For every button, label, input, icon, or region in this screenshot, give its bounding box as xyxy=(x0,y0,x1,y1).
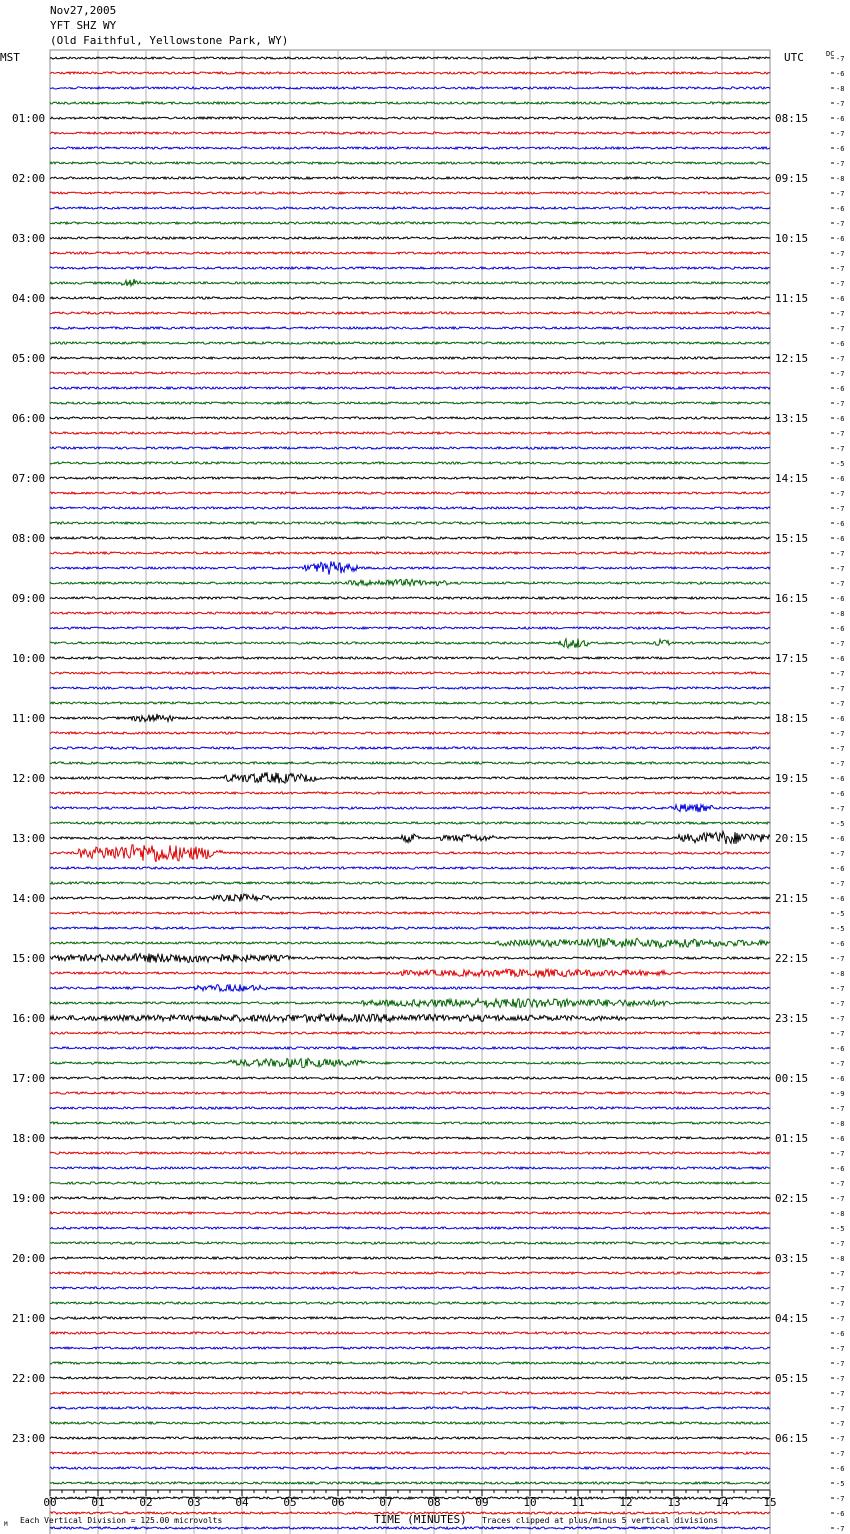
trace-row-84 xyxy=(50,1317,770,1319)
dc-offset-label: -7 xyxy=(836,730,845,738)
trace-row-51 xyxy=(50,822,770,824)
utc-hour-label: 16:15 xyxy=(775,592,809,605)
x-tick-label: 04 xyxy=(235,1496,249,1509)
dc-offset-label: -6 xyxy=(836,520,845,528)
dc-offset-label: -6 xyxy=(836,115,845,123)
trace-row-85 xyxy=(50,1332,770,1334)
mst-hour-label: 05:00 xyxy=(12,352,46,365)
trace-row-38 xyxy=(50,627,770,629)
dc-offset-label: -6 xyxy=(836,1045,845,1053)
trace-row-43 xyxy=(50,702,770,704)
x-tick-label: 11 xyxy=(571,1496,585,1509)
trace-row-26 xyxy=(50,447,770,449)
plot-frame xyxy=(50,50,770,1534)
mst-hour-label: 10:00 xyxy=(12,652,46,665)
dc-offset-label: -6 xyxy=(836,70,845,78)
dc-offset-label: -7 xyxy=(836,400,845,408)
trace-row-24 xyxy=(50,417,770,419)
mst-hour-label: 21:00 xyxy=(12,1312,46,1325)
trace-row-88 xyxy=(50,1377,770,1379)
trace-row-89 xyxy=(50,1392,770,1394)
trace-row-76 xyxy=(50,1197,770,1199)
dc-offset-label: -6 xyxy=(836,235,845,243)
trace-row-23 xyxy=(50,402,770,404)
scale-note: Each Vertical Division = 125.00 microvolts xyxy=(20,1516,223,1525)
trace-row-29 xyxy=(50,492,770,494)
dc-offset-label: -7 xyxy=(836,445,845,453)
utc-hour-label: 09:15 xyxy=(775,172,809,185)
dc-offset-label: -7 xyxy=(836,1000,845,1008)
mst-hour-label: 03:00 xyxy=(12,232,46,245)
dc-offset-label: -7 xyxy=(836,310,845,318)
dc-offset-label: -7 xyxy=(836,250,845,258)
mst-hour-label: 06:00 xyxy=(12,412,46,425)
trace-row-42 xyxy=(50,687,770,689)
mst-hour-label: 02:00 xyxy=(12,172,46,185)
x-tick-label: 02 xyxy=(139,1496,153,1509)
trace-row-37 xyxy=(50,612,770,614)
mst-hour-label: 13:00 xyxy=(12,832,46,845)
utc-hour-label: 13:15 xyxy=(775,412,809,425)
trace-row-64 xyxy=(50,1014,770,1022)
dc-offset-label: -7 xyxy=(836,760,845,768)
mst-hour-label: 19:00 xyxy=(12,1192,46,1205)
trace-row-31 xyxy=(50,522,770,524)
dc-offset-label: -7 xyxy=(836,1285,845,1293)
dc-offset-label: -8 xyxy=(836,1120,845,1128)
utc-hour-label: 11:15 xyxy=(775,292,809,305)
mst-hour-label: 04:00 xyxy=(12,292,46,305)
mst-hour-label: 15:00 xyxy=(12,952,46,965)
trace-row-13 xyxy=(50,252,770,254)
trace-row-8 xyxy=(50,177,770,179)
dc-offset-label: -6 xyxy=(836,415,845,423)
utc-hour-label: 03:15 xyxy=(775,1252,809,1265)
trace-row-83 xyxy=(50,1302,770,1304)
row-labels xyxy=(12,55,844,1534)
dc-offset-label: -6 xyxy=(836,295,845,303)
trace-row-4 xyxy=(50,117,770,119)
trace-row-20 xyxy=(50,357,770,359)
trace-row-78 xyxy=(50,1227,770,1229)
trace-row-19 xyxy=(50,342,770,344)
dc-offset-label: -7 xyxy=(836,100,845,108)
trace-row-65 xyxy=(50,1032,770,1034)
trace-row-27 xyxy=(50,462,770,464)
seismic-traces xyxy=(50,57,770,1534)
mst-hour-label: 23:00 xyxy=(12,1432,46,1445)
trace-row-79 xyxy=(50,1242,770,1244)
dc-offset-label: -6 xyxy=(836,940,845,948)
trace-row-98 xyxy=(50,1527,770,1529)
dc-offset-label: -7 xyxy=(836,685,845,693)
dc-offset-label: -6 xyxy=(836,1465,845,1473)
utc-axis-label: UTC xyxy=(784,51,804,64)
dc-offset-label: -6 xyxy=(836,595,845,603)
header-station: YFT SHZ WY xyxy=(50,19,117,32)
dc-offset-label: -6 xyxy=(836,895,845,903)
dc-offset-label: -6 xyxy=(836,145,845,153)
dc-offset-label: -7 xyxy=(836,280,845,288)
dc-offset-label: -5 xyxy=(836,820,845,828)
dc-offset-label: -7 xyxy=(836,130,845,138)
dc-offset-label: -7 xyxy=(836,220,845,228)
mst-hour-label: 22:00 xyxy=(12,1372,46,1385)
x-tick-label: 01 xyxy=(91,1496,105,1509)
trace-row-45 xyxy=(50,732,770,734)
trace-row-57 xyxy=(50,912,770,914)
dc-offset-label: -7 xyxy=(836,1300,845,1308)
dc-offset-label: -7 xyxy=(836,1405,845,1413)
trace-row-59 xyxy=(50,938,770,947)
trace-row-68 xyxy=(50,1077,770,1079)
trace-row-56 xyxy=(50,894,770,902)
dc-offset-label: -7 xyxy=(836,1270,845,1278)
dc-offset-label: -5 xyxy=(836,925,845,933)
trace-row-3 xyxy=(50,102,770,104)
dc-offset-label: -8 xyxy=(836,1255,845,1263)
dc-offset-label: -7 xyxy=(836,580,845,588)
header-location: (Old Faithful, Yellowstone Park, WY) xyxy=(50,34,289,47)
utc-hour-label: 06:15 xyxy=(775,1432,809,1445)
dc-offset-label: -7 xyxy=(836,1450,845,1458)
x-tick-label: 00 xyxy=(43,1496,57,1509)
dc-offset-label: -6 xyxy=(836,835,845,843)
trace-row-63 xyxy=(50,999,770,1008)
dc-offset-label: -7 xyxy=(836,955,845,963)
trace-row-18 xyxy=(50,327,770,329)
trace-row-87 xyxy=(50,1362,770,1364)
dc-offset-label: -6 xyxy=(836,775,845,783)
dc-offset-label: -7 xyxy=(836,1360,845,1368)
dc-offset-label: -5 xyxy=(836,1225,845,1233)
utc-hour-label: 22:15 xyxy=(775,952,809,965)
dc-offset-label: -7 xyxy=(836,1030,845,1038)
dc-offset-label: -7 xyxy=(836,745,845,753)
mst-hour-label: 09:00 xyxy=(12,592,46,605)
corner-mark: M xyxy=(4,1521,8,1528)
dc-offset-label: -7 xyxy=(836,355,845,363)
trace-row-58 xyxy=(50,927,770,929)
trace-row-35 xyxy=(50,579,770,586)
x-tick-label: 14 xyxy=(715,1496,729,1509)
trace-row-25 xyxy=(50,432,770,434)
dc-offset-label: -6 xyxy=(836,1075,845,1083)
dc-offset-label: -7 xyxy=(836,1315,845,1323)
trace-row-21 xyxy=(50,372,770,374)
trace-row-69 xyxy=(50,1092,770,1094)
trace-row-11 xyxy=(50,222,770,224)
dc-offset-label: -6 xyxy=(836,1510,845,1518)
trace-row-62 xyxy=(50,984,770,991)
x-tick-label: 06 xyxy=(331,1496,345,1509)
dc-offset-label: -7 xyxy=(836,1420,845,1428)
dc-offset-label: -7 xyxy=(836,505,845,513)
trace-row-91 xyxy=(50,1422,770,1424)
utc-hour-label: 01:15 xyxy=(775,1132,809,1145)
dc-offset-label: -7 xyxy=(836,490,845,498)
dc-offset-label: -7 xyxy=(836,1180,845,1188)
dc-offset-label: -6 xyxy=(836,385,845,393)
dc-offset-label: -5 xyxy=(836,1480,845,1488)
mst-hour-label: 16:00 xyxy=(12,1012,46,1025)
trace-row-48 xyxy=(50,772,770,783)
trace-row-55 xyxy=(50,882,770,884)
trace-row-61 xyxy=(50,969,770,977)
x-tick-label: 13 xyxy=(667,1496,681,1509)
dc-offset-label: -6 xyxy=(836,1165,845,1173)
trace-row-14 xyxy=(50,267,770,269)
dc-offset-label: -7 xyxy=(836,700,845,708)
trace-row-39 xyxy=(50,639,770,649)
x-tick-label: 08 xyxy=(427,1496,441,1509)
grid-lines xyxy=(50,50,770,1534)
trace-row-36 xyxy=(50,597,770,599)
dc-offset-label: -6 xyxy=(836,865,845,873)
dc-offset-label: -6 xyxy=(836,535,845,543)
dc-offset-label: -8 xyxy=(836,610,845,618)
utc-hour-label: 04:15 xyxy=(775,1312,809,1325)
trace-row-1 xyxy=(50,72,770,74)
utc-hour-label: 00:15 xyxy=(775,1072,809,1085)
dc-offset-label: -7 xyxy=(836,670,845,678)
trace-row-75 xyxy=(50,1182,770,1184)
dc-offset-label: -7 xyxy=(836,1015,845,1023)
x-tick-label: 12 xyxy=(619,1496,633,1509)
trace-row-94 xyxy=(50,1467,770,1469)
mst-hour-label: 07:00 xyxy=(12,472,46,485)
dc-offset-label: -5 xyxy=(836,460,845,468)
dc-offset-label: -7 xyxy=(836,265,845,273)
dc-offset-label: -7 xyxy=(836,160,845,168)
dc-offset-label: -7 xyxy=(836,640,845,648)
trace-row-74 xyxy=(50,1167,770,1169)
dc-offset-label: -8 xyxy=(836,970,845,978)
dc-offset-label: -7 xyxy=(836,1195,845,1203)
trace-row-73 xyxy=(50,1152,770,1154)
dc-offset-label: -6 xyxy=(836,340,845,348)
trace-row-17 xyxy=(50,312,770,314)
x-axis-title: TIME (MINUTES) xyxy=(374,1513,467,1526)
dc-offset-label: -8 xyxy=(836,175,845,183)
trace-row-41 xyxy=(50,672,770,674)
trace-row-82 xyxy=(50,1287,770,1289)
trace-row-2 xyxy=(50,87,770,89)
trace-row-52 xyxy=(50,832,770,844)
mst-hour-label: 11:00 xyxy=(12,712,46,725)
dc-offset-label: -7 xyxy=(836,1375,845,1383)
trace-row-60 xyxy=(50,954,770,963)
trace-row-7 xyxy=(50,162,770,164)
header-date: Nov27,2005 xyxy=(50,4,117,17)
utc-hour-label: 12:15 xyxy=(775,352,809,365)
trace-row-15 xyxy=(50,279,770,286)
dc-offset-label: -6 xyxy=(836,625,845,633)
trace-row-53 xyxy=(50,845,770,862)
dc-label: DC xyxy=(826,50,835,58)
trace-row-54 xyxy=(50,867,770,869)
dc-offset-label: -7 xyxy=(836,1435,845,1443)
utc-hour-label: 18:15 xyxy=(775,712,809,725)
trace-row-30 xyxy=(50,507,770,509)
mst-hour-label: 01:00 xyxy=(12,112,46,125)
utc-hour-label: 23:15 xyxy=(775,1012,809,1025)
dc-offset-label: -7 xyxy=(836,1525,845,1533)
dc-offset-label: -6 xyxy=(836,715,845,723)
utc-hour-label: 15:15 xyxy=(775,532,809,545)
trace-row-9 xyxy=(50,192,770,194)
trace-row-34 xyxy=(50,561,770,574)
trace-row-70 xyxy=(50,1107,770,1109)
utc-hour-label: 10:15 xyxy=(775,232,809,245)
trace-row-81 xyxy=(50,1272,770,1274)
x-tick-label: 15 xyxy=(763,1496,777,1509)
trace-row-72 xyxy=(50,1137,770,1139)
dc-offset-label: -7 xyxy=(836,1150,845,1158)
dc-offset-label: -7 xyxy=(836,430,845,438)
x-tick-label: 05 xyxy=(283,1496,297,1509)
dc-offset-label: -7 xyxy=(836,805,845,813)
trace-row-92 xyxy=(50,1437,770,1439)
x-tick-label: 07 xyxy=(379,1496,393,1509)
x-tick-label: 09 xyxy=(475,1496,489,1509)
mst-hour-label: 12:00 xyxy=(12,772,46,785)
utc-hour-label: 19:15 xyxy=(775,772,809,785)
trace-row-0 xyxy=(50,57,770,59)
trace-row-96 xyxy=(50,1497,770,1499)
trace-row-80 xyxy=(50,1257,770,1259)
trace-row-50 xyxy=(50,804,770,812)
trace-row-86 xyxy=(50,1347,770,1349)
mst-hour-label: 20:00 xyxy=(12,1252,46,1265)
trace-row-33 xyxy=(50,552,770,554)
mst-hour-label: 17:00 xyxy=(12,1072,46,1085)
trace-row-12 xyxy=(50,237,770,239)
dc-offset-label: -7 xyxy=(836,985,845,993)
dc-offset-label: -7 xyxy=(836,325,845,333)
trace-row-46 xyxy=(50,747,770,749)
utc-hour-label: 08:15 xyxy=(775,112,809,125)
trace-row-32 xyxy=(50,537,770,539)
trace-row-40 xyxy=(50,657,770,659)
dc-offset-label: -7 xyxy=(836,880,845,888)
dc-offset-label: -7 xyxy=(836,565,845,573)
dc-offset-label: -7 xyxy=(836,1390,845,1398)
dc-offset-label: -6 xyxy=(836,1330,845,1338)
mst-hour-label: 18:00 xyxy=(12,1132,46,1145)
trace-row-71 xyxy=(50,1122,770,1124)
clip-note: Traces clipped at plus/minus 5 vertical divisions xyxy=(482,1516,719,1525)
dc-offset-label: -6 xyxy=(836,655,845,663)
utc-hour-label: 02:15 xyxy=(775,1192,809,1205)
utc-hour-label: 17:15 xyxy=(775,652,809,665)
x-tick-label: 03 xyxy=(187,1496,201,1509)
dc-offset-label: -7 xyxy=(836,550,845,558)
x-tick-label: 10 xyxy=(523,1496,537,1509)
dc-offset-label: -7 xyxy=(836,850,845,858)
utc-hour-label: 20:15 xyxy=(775,832,809,845)
trace-row-66 xyxy=(50,1047,770,1049)
dc-offset-label: -8 xyxy=(836,1210,845,1218)
trace-row-49 xyxy=(50,792,770,794)
dc-offset-label: -7 xyxy=(836,370,845,378)
dc-offset-label: -5 xyxy=(836,910,845,918)
dc-offset-label: -7 xyxy=(836,1240,845,1248)
utc-hour-label: 14:15 xyxy=(775,472,809,485)
dc-offset-label: -6 xyxy=(836,205,845,213)
trace-row-47 xyxy=(50,762,770,764)
trace-row-6 xyxy=(50,147,770,149)
trace-row-90 xyxy=(50,1407,770,1409)
dc-offset-label: -7 xyxy=(836,55,845,63)
mst-hour-label: 08:00 xyxy=(12,532,46,545)
trace-row-16 xyxy=(50,297,770,299)
dc-offset-label: -6 xyxy=(836,790,845,798)
trace-row-67 xyxy=(50,1058,770,1067)
mst-hour-label: 14:00 xyxy=(12,892,46,905)
dc-offset-label: -6 xyxy=(836,475,845,483)
trace-row-28 xyxy=(50,477,770,479)
trace-row-5 xyxy=(50,132,770,134)
trace-row-93 xyxy=(50,1452,770,1454)
trace-row-77 xyxy=(50,1212,770,1214)
utc-hour-label: 21:15 xyxy=(775,892,809,905)
dc-offset-label: -7 xyxy=(836,190,845,198)
dc-offset-label: -7 xyxy=(836,1060,845,1068)
dc-offset-label: -7 xyxy=(836,1345,845,1353)
trace-row-95 xyxy=(50,1482,770,1484)
dc-offset-label: -9 xyxy=(836,1090,845,1098)
dc-offset-label: -8 xyxy=(836,85,845,93)
trace-row-22 xyxy=(50,387,770,389)
mst-axis-label: MST xyxy=(0,51,20,64)
trace-row-44 xyxy=(50,714,770,722)
trace-row-10 xyxy=(50,207,770,209)
dc-offset-label: -6 xyxy=(836,1135,845,1143)
dc-offset-label: -7 xyxy=(836,1495,845,1503)
dc-offset-label: -7 xyxy=(836,1105,845,1113)
utc-hour-label: 05:15 xyxy=(775,1372,809,1385)
